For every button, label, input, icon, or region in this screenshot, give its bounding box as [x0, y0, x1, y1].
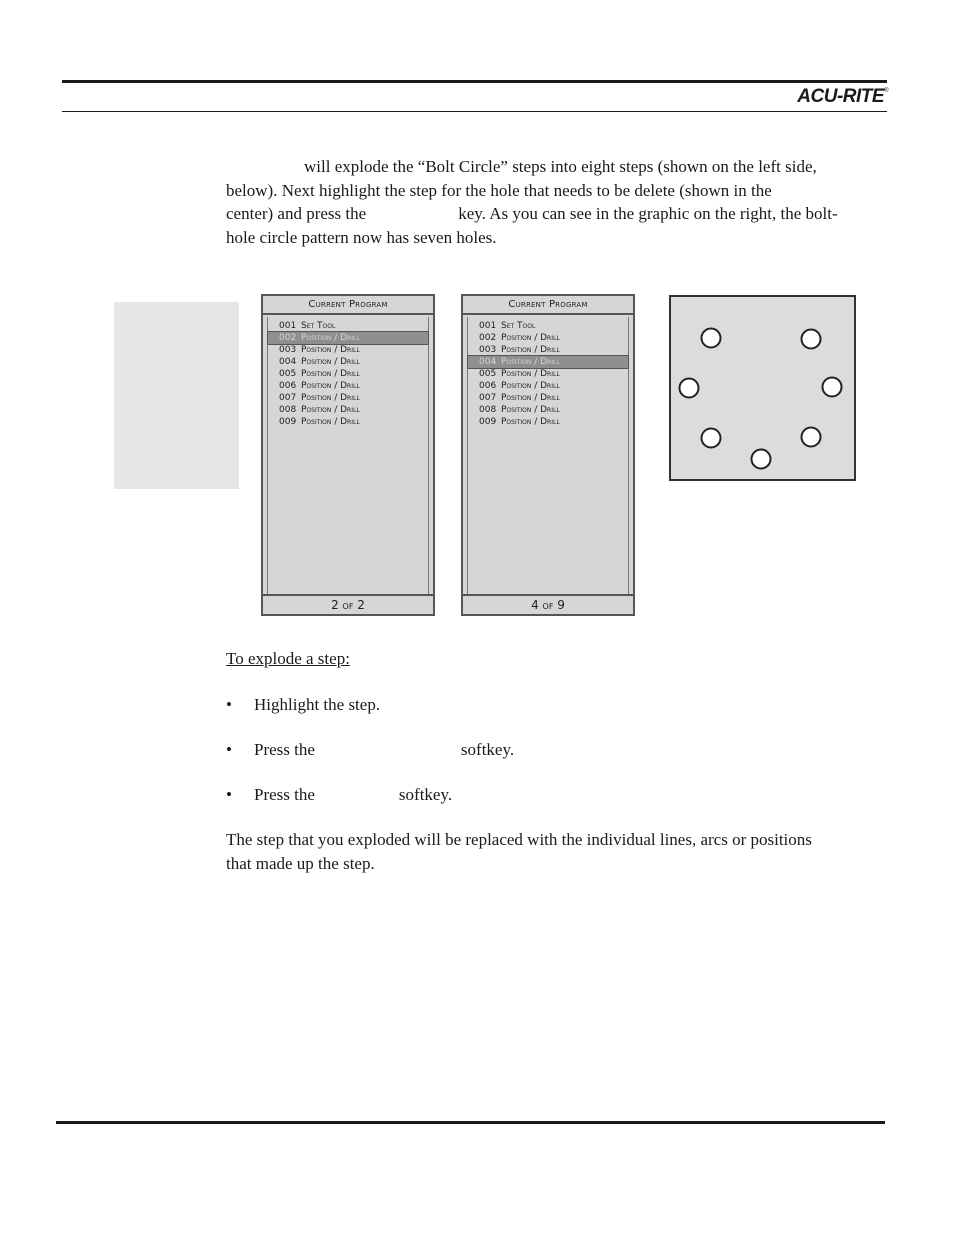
program-step-row[interactable]	[468, 320, 628, 332]
explode-steps-list	[226, 693, 514, 828]
step-description: Position / Drill	[501, 417, 560, 427]
step-description: Position / Drill	[501, 405, 560, 415]
program-step-row[interactable]	[468, 332, 628, 344]
list-item: • Press the softkey.	[226, 738, 514, 783]
program-step-row[interactable]	[268, 344, 428, 356]
program-step-row[interactable]	[468, 368, 628, 380]
step-number: 004	[479, 357, 497, 367]
step-description: Position / Drill	[301, 393, 360, 403]
hole-marker	[680, 379, 699, 398]
step-number: 005	[479, 369, 497, 379]
step-description: Position / Drill	[501, 369, 560, 379]
step-description: Position / Drill	[501, 357, 560, 367]
footer-rule	[56, 1121, 885, 1124]
step-description: Position / Drill	[501, 345, 560, 355]
program-step-row[interactable]	[468, 416, 628, 428]
step-number: 004	[279, 357, 297, 367]
program-screen-highlighted	[461, 294, 635, 616]
step-number: 007	[279, 393, 297, 403]
step-number: 002	[479, 333, 497, 343]
hole-marker	[802, 428, 821, 447]
bullet: •	[226, 785, 232, 804]
step-description: Position / Drill	[301, 405, 360, 415]
program-screen-exploded	[261, 294, 435, 616]
step-description: Position / Drill	[501, 393, 560, 403]
step-description: Position / Drill	[301, 345, 360, 355]
program-step-row[interactable]	[468, 404, 628, 416]
step-description: Set Tool	[301, 321, 336, 331]
step-description: Set Tool	[501, 321, 536, 331]
hole-marker	[752, 450, 771, 469]
step-number: 001	[479, 321, 497, 331]
step-number: 009	[479, 417, 497, 427]
bullet: •	[226, 695, 232, 714]
acu-rite-logo: ACU-RITE®	[797, 86, 888, 107]
screen-footer-page: 2 of 2	[263, 594, 433, 614]
bullet: •	[226, 740, 232, 759]
step-description: Position / Drill	[501, 381, 560, 391]
screen-footer-page: 4 of 9	[463, 594, 633, 614]
step-number: 006	[479, 381, 497, 391]
step-description: Position / Drill	[301, 357, 360, 367]
step-description: Position / Drill	[501, 333, 560, 343]
program-step-row[interactable]	[268, 404, 428, 416]
step-number: 001	[279, 321, 297, 331]
hole-marker	[802, 330, 821, 349]
header-rule-thin	[62, 111, 887, 112]
step-number: 006	[279, 381, 297, 391]
step-number: 002	[279, 333, 297, 343]
program-step-row[interactable]	[268, 392, 428, 404]
header-rule-thick	[62, 80, 887, 83]
intro-paragraph: will explode the “Bolt Circle” steps into eight steps (shown on the left side, below). Next highlight the step for the hole that needs to be delete (shown in the center) and press the key. As you can see in the graphic on the right, the bolt- hole circle pattern now has seven holes.	[226, 157, 838, 247]
program-step-row[interactable]	[268, 380, 428, 392]
step-number: 007	[479, 393, 497, 403]
hole-marker	[702, 429, 721, 448]
screen-header: Current Program	[263, 296, 433, 315]
sidebar-note-box	[114, 302, 239, 489]
step-number: 008	[279, 405, 297, 415]
explode-heading: To explode a step:	[226, 649, 350, 668]
program-step-row-highlighted[interactable]	[268, 332, 428, 344]
program-step-row[interactable]	[468, 392, 628, 404]
screen-header: Current Program	[463, 296, 633, 315]
program-step-list	[268, 317, 428, 428]
bolt-hole-circle-diagram	[669, 295, 856, 481]
program-step-list	[468, 317, 628, 428]
step-number: 008	[479, 405, 497, 415]
program-step-row[interactable]	[268, 320, 428, 332]
program-step-row[interactable]	[468, 344, 628, 356]
list-item: • Press the softkey.	[226, 783, 514, 828]
program-step-row[interactable]	[268, 368, 428, 380]
program-step-row[interactable]	[268, 356, 428, 368]
screen-body	[467, 317, 629, 594]
closing-paragraph: The step that you exploded will be replaced with the individual lines, arcs or positions that made up the step.	[226, 830, 812, 873]
step-description: Position / Drill	[301, 381, 360, 391]
list-item: • Highlight the step.	[226, 693, 514, 738]
program-step-row-highlighted[interactable]	[468, 356, 628, 368]
screen-body	[267, 317, 429, 594]
program-step-row[interactable]	[268, 416, 428, 428]
step-number: 003	[479, 345, 497, 355]
step-number: 009	[279, 417, 297, 427]
hole-marker	[823, 378, 842, 397]
step-description: Position / Drill	[301, 417, 360, 427]
step-number: 003	[279, 345, 297, 355]
step-number: 005	[279, 369, 297, 379]
step-description: Position / Drill	[301, 369, 360, 379]
program-step-row[interactable]	[468, 380, 628, 392]
hole-marker	[702, 329, 721, 348]
step-description: Position / Drill	[301, 333, 360, 343]
